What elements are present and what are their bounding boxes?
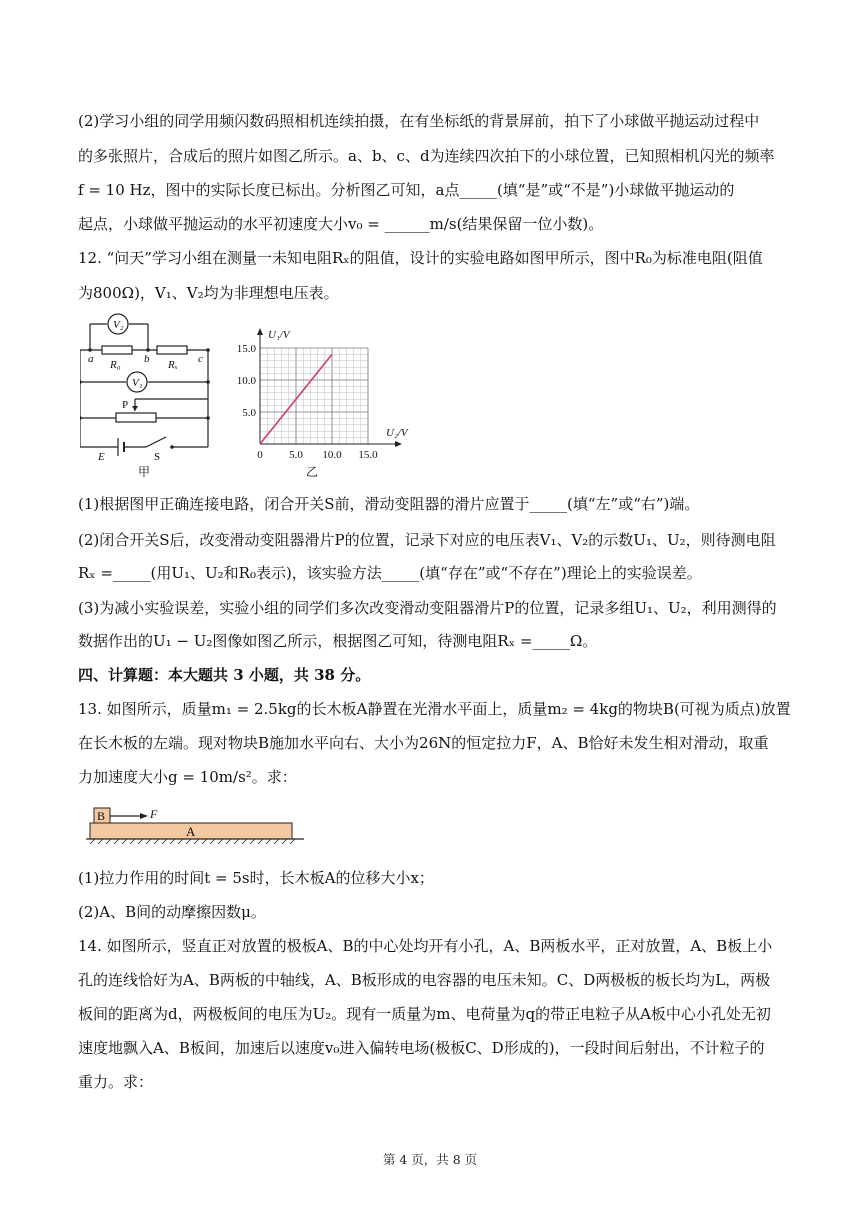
q14-line4: 速度地飘入A、B板间，加速后以速度v₀进入偏转电场(极板C、D形成的)，一段时间后射出，不计粒子的 bbox=[78, 1039, 765, 1057]
page-footer: 第 4 页，共 8 页 bbox=[382, 1152, 478, 1167]
v2-label: V₂ bbox=[113, 319, 124, 331]
q11-part2-line3: f = 10 Hz，图中的实际长度已标出。分析图乙可知，a点_____(填“是”或“不是”)小球做平抛运动的 bbox=[78, 181, 735, 199]
node-c-label: c bbox=[198, 353, 203, 365]
q13-line2: 在长木板的左端。现对物块B施加水平向右、大小为26N的恒定拉力F，A、B恰好未发生相对滑动，取重 bbox=[78, 734, 769, 752]
y-tick-label: 10.0 bbox=[236, 375, 256, 387]
y-axis-label: U₁/V bbox=[268, 329, 290, 341]
x-tick-label: 10.0 bbox=[322, 449, 342, 461]
u1-u2-graph bbox=[222, 318, 422, 480]
y-tick-label: 15.0 bbox=[236, 343, 256, 355]
circuit-diagram bbox=[80, 312, 220, 480]
graph-caption: 乙 bbox=[306, 465, 319, 479]
q12-part2-line2: Rₓ =_____(用U₁、U₂和R₀表示)，该实验方法_____(填“存在”或“不存在”)理论上的实验误差。 bbox=[78, 564, 702, 582]
slider-p-label: P bbox=[122, 399, 129, 411]
node-b-label: b bbox=[144, 353, 150, 365]
rx-label: Rₓ bbox=[168, 359, 178, 371]
v1-label: V₁ bbox=[132, 377, 143, 389]
q13-part1: (1)拉力作用的时间t = 5s时，长木板A的位移大小x； bbox=[78, 869, 434, 887]
q12-part1: (1)根据图甲正确连接电路，闭合开关S前，滑动变阻器的滑片应置于_____(填“左”或“右”)端。 bbox=[78, 495, 700, 513]
q13-line1: 13. 如图所示，质量m₁ = 2.5kg的长木板A静置在光滑水平面上，质量m₂ = 4kg的物块B(可视为质点)放置 bbox=[78, 700, 791, 718]
x-axis-arrow bbox=[395, 441, 402, 447]
q13-line3: 力加速度大小g = 10m/s²。求： bbox=[78, 768, 297, 786]
x-axis-label: U₂/V bbox=[386, 427, 408, 439]
q12-stem-line1: 12. “问天”学习小组在测量一未知电阻Rₓ的阻值，设计的实验电路如图甲所示，图中R₀为标准电阻(阻值 bbox=[78, 249, 763, 267]
battery-label: E bbox=[98, 451, 105, 463]
block-b-label: B bbox=[97, 809, 106, 823]
board-block-figure bbox=[86, 804, 304, 844]
circuit-caption: 甲 bbox=[138, 465, 151, 479]
switch-s-label: S bbox=[154, 451, 161, 463]
q14-line5: 重力。求： bbox=[78, 1073, 154, 1091]
q11-part2-line2: 的多张照片，合成后的照片如图乙所示。a、b、c、d为连续四次拍下的小球位置，已知照相机闪光的频率 bbox=[78, 147, 775, 165]
q12-part2-line1: (2)闭合开关S后，改变滑动变阻器滑片P的位置，记录下对应的电压表V₁、V₂的示数U₁、U₂，则待测电阻 bbox=[78, 531, 776, 549]
q13-part2: (2)A、B间的动摩擦因数μ。 bbox=[78, 903, 266, 921]
x-tick-label: 15.0 bbox=[358, 449, 378, 461]
x-tick-label: 5.0 bbox=[289, 449, 303, 461]
r0-label: R₀ bbox=[110, 359, 121, 371]
board-a-label: A bbox=[186, 824, 196, 839]
y-tick-label: 5.0 bbox=[242, 407, 256, 419]
section-heading: 四、计算题：本大题共 3 小题，共 38 分。 bbox=[78, 666, 371, 684]
q14-line1: 14. 如图所示，竖直正对放置的极板A、B的中心处均开有小孔，A、B两板水平，正对放置，A、B板上小 bbox=[78, 937, 773, 955]
q12-stem-line2: 为800Ω)，V₁、V₂均为非理想电压表。 bbox=[78, 284, 339, 302]
q12-part3-line1: (3)为减小实验误差，实验小组的同学们多次改变滑动变阻器滑片P的位置，记录多组U₁、U₂，利用测得的 bbox=[78, 599, 777, 617]
y-axis-arrow bbox=[257, 328, 263, 335]
force-f-label: F bbox=[150, 807, 158, 821]
q11-part2-line1: (2)学习小组的同学用频闪数码照相机连续拍摄，在有坐标纸的背景屏前，拍下了小球做平抛运动过程中 bbox=[78, 112, 760, 130]
node-a-label: a bbox=[88, 353, 94, 365]
q14-line3: 板间的距离为d，两极板间的电压为U₂。现有一质量为m、电荷量为q的带正电粒子从A板中心小孔处无初 bbox=[78, 1005, 771, 1023]
q14-line2: 孔的连线恰好为A、B两板的中轴线，A、B板形成的电容器的电压未知。C、D两极板的板长均为L，两极 bbox=[78, 971, 771, 989]
q11-part2-line4: 起点，小球做平抛运动的水平初速度大小v₀ = ______m/s(结果保留一位小数)。 bbox=[78, 215, 604, 233]
q12-part3-line2: 数据作出的U₁ − U₂图像如图乙所示，根据图乙可知，待测电阻Rₓ =_____Ω。 bbox=[78, 632, 598, 650]
x-tick-label: 0 bbox=[257, 449, 263, 461]
